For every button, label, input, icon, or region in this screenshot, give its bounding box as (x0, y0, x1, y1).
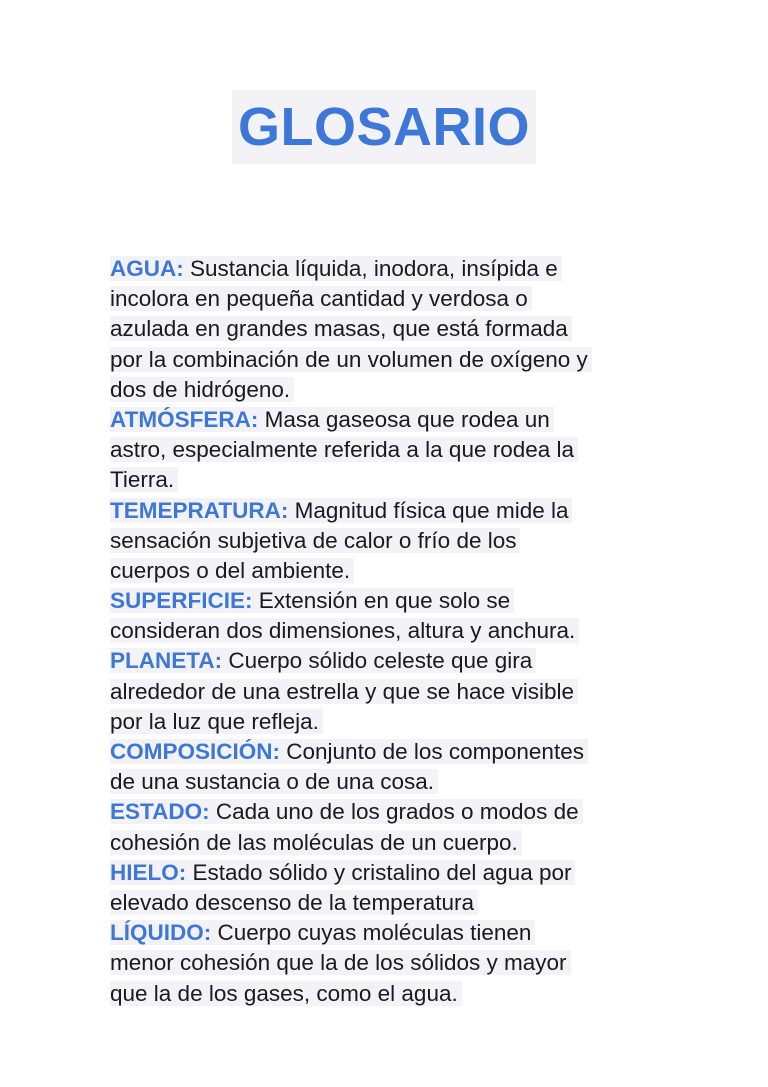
glossary-list (110, 254, 658, 1009)
glossary-definition-text: Tierra. (110, 467, 175, 493)
glossary-line (110, 616, 658, 646)
glossary-line (110, 646, 658, 676)
glossary-entry (110, 405, 658, 496)
line-highlight (110, 256, 562, 281)
line-highlight (110, 981, 462, 1006)
line-highlight (110, 709, 323, 734)
glossary-definition-text: por la luz que refleja. (110, 708, 319, 734)
glossary-definition-text: Estado sólido y cristalino del agua por (186, 859, 572, 885)
glossary-definition-text: Sustancia líquida, inodora, insípida e (183, 256, 558, 281)
line-highlight (110, 498, 572, 523)
glossary-entry (110, 254, 658, 405)
line-highlight (110, 407, 554, 432)
glossary-definition-text: cuerpos o del ambiente. (110, 557, 351, 583)
line-highlight (110, 467, 178, 492)
glossary-term: LÍQUIDO: (110, 920, 212, 946)
line-highlight (110, 920, 535, 945)
glossary-line (110, 737, 658, 767)
glossary-definition-text: alrededor de una estrella y que se hace visible (110, 678, 575, 704)
glossary-definition-text: de una sustancia o de una cosa. (110, 769, 434, 795)
glossary-entry (110, 737, 658, 797)
glossary-definition-text: cohesión de las moléculas de un cuerpo. (110, 829, 518, 855)
page-title: GLOSARIO (232, 90, 536, 164)
line-highlight (110, 860, 575, 885)
line-highlight (110, 679, 578, 704)
glossary-line (110, 858, 658, 888)
line-highlight (110, 830, 522, 855)
glossary-line (110, 828, 658, 858)
glossary-definition-text: sensación subjetiva de calor o frío de los (110, 527, 517, 553)
glossary-definition-text: por la combinación de un volumen de oxígeno y (110, 346, 588, 372)
line-highlight (110, 528, 520, 553)
glossary-definition-text: Magnitud física que mide la (288, 497, 569, 523)
glossary-line (110, 375, 658, 405)
line-highlight (110, 950, 571, 975)
line-highlight (110, 286, 532, 311)
glossary-line (110, 767, 658, 797)
glossary-term: ATMÓSFERA: (110, 406, 259, 432)
glossary-entry (110, 858, 658, 918)
glossary-line (110, 284, 658, 314)
glossary-line (110, 888, 658, 918)
glossary-line (110, 465, 658, 495)
glossary-line (110, 254, 658, 284)
glossary-definition-text: astro, especialmente referida a la que rodea la (110, 437, 575, 463)
glossary-definition-text: elevado descenso de la temperatura (110, 889, 474, 915)
glossary-line (110, 948, 658, 978)
line-highlight (110, 648, 536, 673)
glossary-entry (110, 586, 658, 646)
line-highlight (110, 316, 572, 341)
glossary-line (110, 314, 658, 344)
glossary-definition-text: azulada en grandes masas, que está formada (110, 316, 568, 342)
line-highlight (110, 890, 478, 915)
glossary-line (110, 526, 658, 556)
line-highlight (110, 769, 438, 794)
glossary-term: HIELO: (110, 859, 187, 885)
glossary-entry (110, 496, 658, 587)
glossary-line (110, 496, 658, 526)
glossary-term: TEMEPRATURA: (110, 497, 289, 523)
glossary-term: SUPERFICIE: (110, 588, 253, 614)
glossary-line (110, 405, 658, 435)
line-highlight (110, 347, 592, 372)
glossary-definition-text: dos de hidrógeno. (110, 376, 291, 402)
glossary-line (110, 586, 658, 616)
glossary-term: COMPOSICIÓN: (110, 739, 281, 764)
glossary-line (110, 797, 658, 827)
glossary-definition-text: Cada uno de los grados o modos de (209, 799, 579, 825)
glossary-line (110, 345, 658, 375)
title-wrapper (0, 90, 768, 164)
line-highlight (110, 558, 354, 583)
glossary-entry (110, 646, 658, 737)
glossary-definition-text: Masa gaseosa que rodea un (258, 406, 550, 432)
line-highlight (110, 588, 514, 613)
glossary-definition-text: menor cohesión que la de los sólidos y mayor (110, 950, 567, 976)
line-highlight (110, 437, 578, 462)
glossary-term: AGUA: (110, 256, 184, 281)
glossary-entry (110, 797, 658, 857)
glossary-entry (110, 918, 658, 1009)
line-highlight (110, 799, 583, 824)
line-highlight (110, 377, 294, 402)
glossary-line (110, 707, 658, 737)
glossary-line (110, 979, 658, 1009)
glossary-term: PLANETA: (110, 648, 223, 674)
glossary-definition-text: que la de los gases, como el agua. (110, 980, 458, 1006)
glossary-definition-text: Cuerpo sólido celeste que gira (222, 648, 533, 674)
glossary-definition-text: incolora en pequeña cantidad y verdosa o (110, 286, 528, 312)
glossary-definition-text: Conjunto de los componentes (280, 739, 584, 764)
glossary-line (110, 556, 658, 586)
line-highlight (110, 618, 579, 643)
line-highlight (110, 739, 588, 764)
glossary-definition-text: consideran dos dimensiones, altura y anchura. (110, 618, 576, 644)
glossary-line (110, 435, 658, 465)
glossary-definition-text: Extensión en que solo se (252, 588, 511, 614)
glossary-definition-text: Cuerpo cuyas moléculas tienen (211, 920, 532, 946)
glossary-line (110, 918, 658, 948)
glossary-term: ESTADO: (110, 799, 210, 825)
glossary-line (110, 677, 658, 707)
